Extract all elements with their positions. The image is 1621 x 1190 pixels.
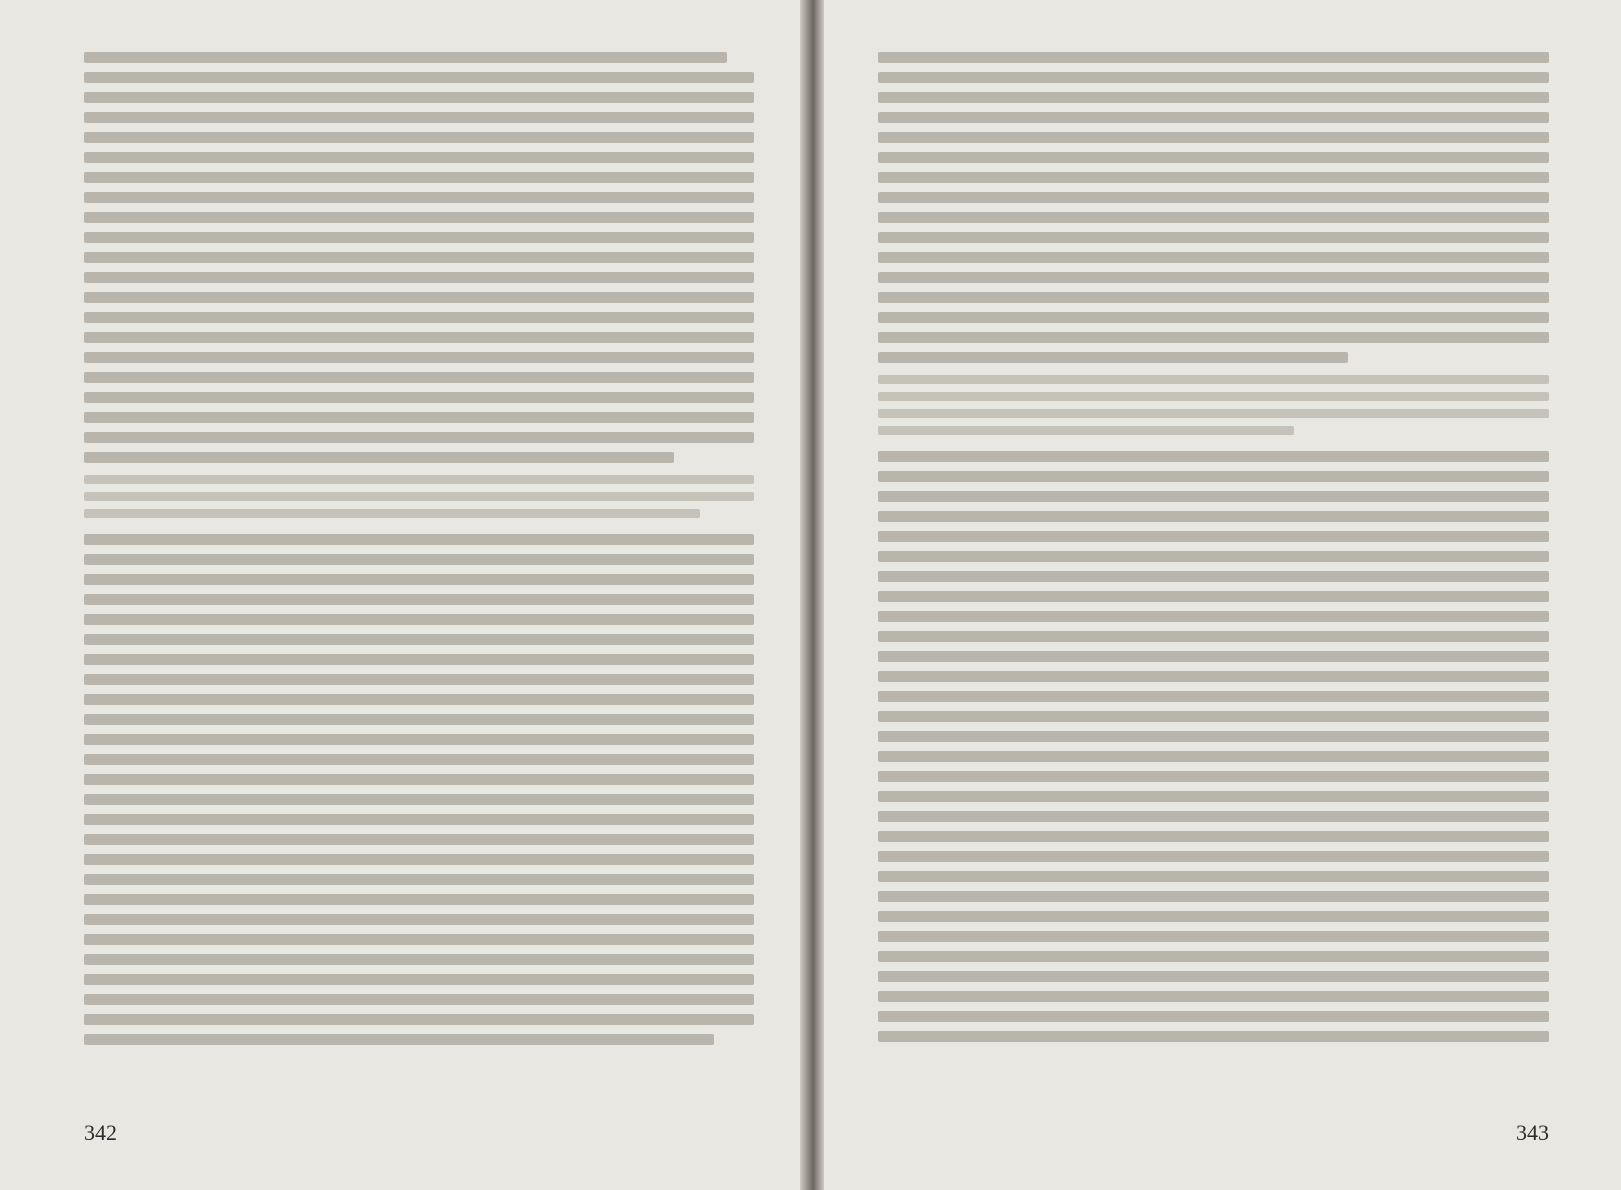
left-page <box>0 0 800 1190</box>
book-gutter <box>800 0 824 1190</box>
text-block <box>84 534 754 1045</box>
right-page <box>824 0 1621 1190</box>
note-block <box>878 375 1549 435</box>
note-block <box>84 475 754 518</box>
right-text-column <box>878 52 1549 1100</box>
page-number: 342 <box>84 1120 117 1145</box>
left-text-column <box>84 52 754 1100</box>
text-block <box>878 451 1549 1042</box>
text-block <box>878 52 1549 363</box>
page-number: 343 <box>1516 1120 1549 1145</box>
text-block <box>84 52 754 463</box>
